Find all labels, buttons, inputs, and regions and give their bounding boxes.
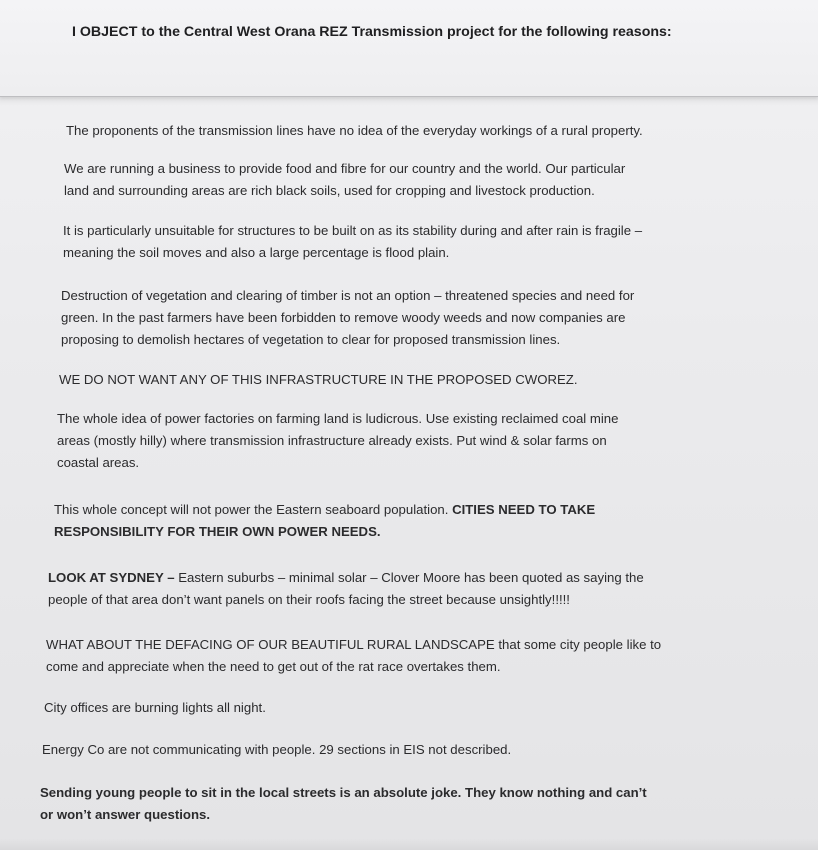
paragraph-4-line-3: proposing to demolish hectares of vegetation to clear for proposed transmission lines. xyxy=(61,332,561,347)
paragraph-4-line-2: green. In the past farmers have been forbidden to remove woody weeds and now companies are xyxy=(61,310,626,325)
paragraph-2 xyxy=(64,158,625,202)
paragraph-11 xyxy=(42,739,511,761)
paragraph-11-line-1: Energy Co are not communicating with people. 29 sections in EIS not described. xyxy=(42,742,512,757)
paragraph-12-line-1: Sending young people to sit in the local streets is an absolute joke. They know nothing and can’t xyxy=(40,785,647,800)
paragraph-6-line-3: coastal areas. xyxy=(57,455,140,470)
fold-line xyxy=(0,96,818,106)
paragraph-2-line-2: land and surrounding areas are rich black soils, used for cropping and livestock production. xyxy=(64,183,595,198)
paragraph-5-line-1: WE DO NOT WANT ANY OF THIS INFRASTRUCTURE IN THE PROPOSED CWOREZ. xyxy=(59,372,578,387)
folded-top-sheet xyxy=(0,0,818,97)
paragraph-10 xyxy=(44,697,266,719)
paragraph-7-line-1-normal: This whole concept will not power the Eastern seaboard population. xyxy=(54,502,453,517)
paragraph-12 xyxy=(40,782,647,826)
paragraph-3 xyxy=(63,220,642,264)
paragraph-4-line-1: Destruction of vegetation and clearing of timber is not an option – threatened species and need for xyxy=(61,288,635,303)
paragraph-6 xyxy=(57,408,618,474)
objection-heading: I OBJECT to the Central West Orana REZ Transmission project for the following reasons: xyxy=(72,24,672,40)
paragraph-8-line-2: people of that area don’t want panels on their roofs facing the street because unsightly!!!!! xyxy=(48,592,570,607)
paragraph-3-line-2: meaning the soil moves and also a large percentage is flood plain. xyxy=(63,245,450,260)
paragraph-8-line-1-normal: Eastern suburbs – minimal solar – Clover Moore has been quoted as saying the xyxy=(174,570,644,585)
paragraph-10-line-1: City offices are burning lights all night. xyxy=(44,700,266,715)
paragraph-3-line-1: It is particularly unsuitable for structures to be built on as its stability during and after rain is fragile – xyxy=(63,223,643,238)
paragraph-8-line-1-bold: LOOK AT SYDNEY – xyxy=(48,570,175,585)
paragraph-6-line-1: The whole idea of power factories on farming land is ludicrous. Use existing reclaimed coal mine xyxy=(57,411,619,426)
paragraph-1 xyxy=(66,120,643,142)
paragraph-6-line-2: areas (mostly hilly) where transmission infrastructure already exists. Put wind & solar farms on xyxy=(57,433,607,448)
paragraph-9-line-2: come and appreciate when the need to get out of the rat race overtakes them. xyxy=(46,659,501,674)
paragraph-1-line-1: The proponents of the transmission lines have no idea of the everyday workings of a rural property. xyxy=(66,123,643,138)
paragraph-5 xyxy=(59,369,578,391)
page-bottom-edge xyxy=(0,838,818,850)
paragraph-4 xyxy=(61,285,634,351)
paragraph-8-line-1 xyxy=(48,567,644,589)
paragraph-9-line-1: WHAT ABOUT THE DEFACING OF OUR BEAUTIFUL RURAL LANDSCAPE that some city people like to xyxy=(46,637,662,652)
paragraph-7-line-2: RESPONSIBILITY FOR THEIR OWN POWER NEEDS. xyxy=(54,524,381,539)
paragraph-12-line-2: or won’t answer questions. xyxy=(40,807,210,822)
paragraph-7 xyxy=(54,499,595,543)
paragraph-2-line-1: We are running a business to provide food and fibre for our country and the world. Our particular xyxy=(64,161,626,176)
paragraph-8 xyxy=(48,567,644,611)
paragraph-7-line-1 xyxy=(54,499,595,521)
paragraph-7-line-1-bold: CITIES NEED TO TAKE xyxy=(452,502,596,517)
paragraph-9 xyxy=(46,634,661,678)
